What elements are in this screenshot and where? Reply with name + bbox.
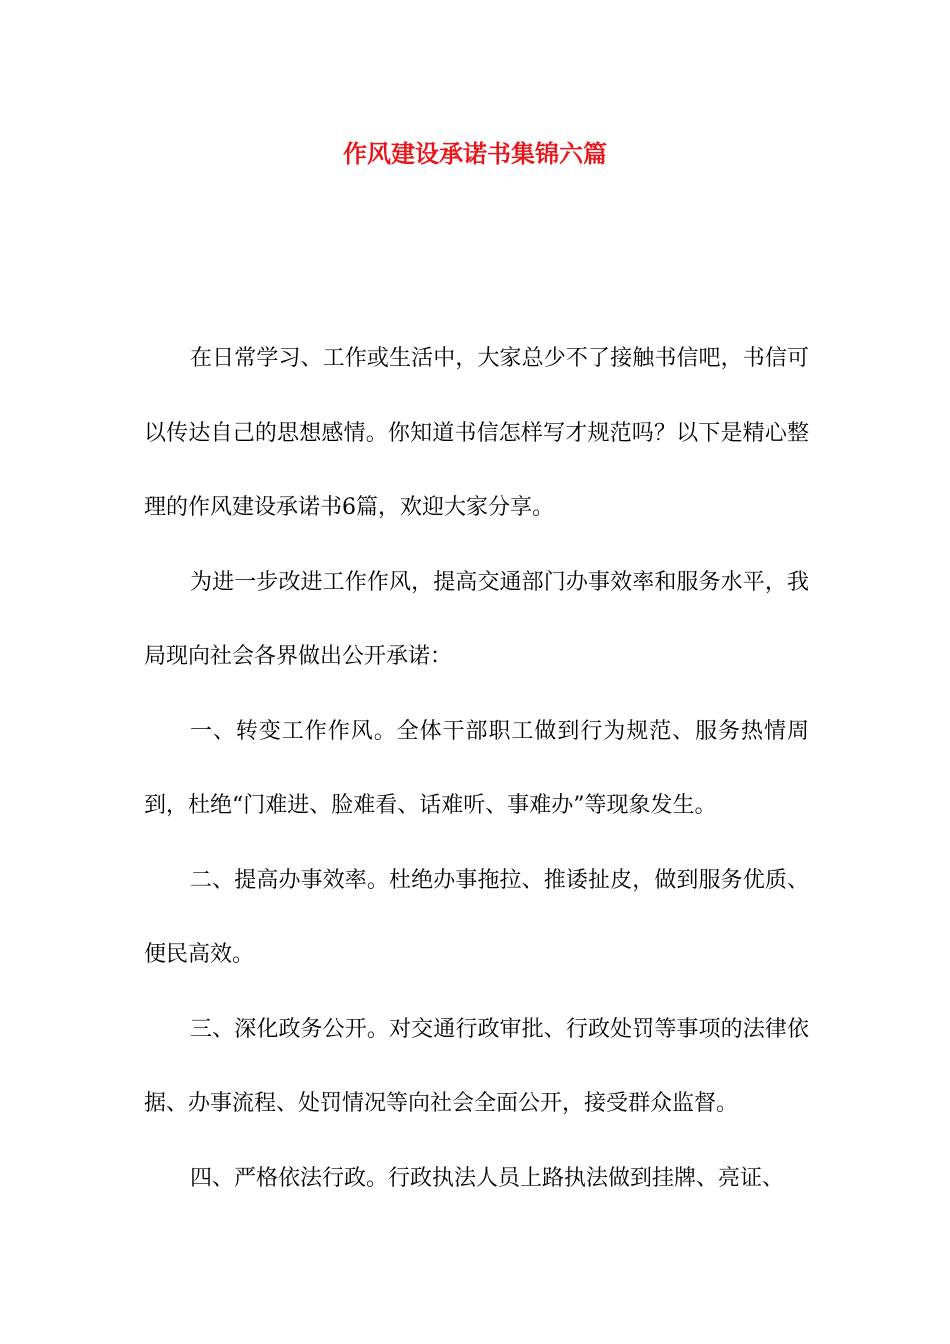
paragraph-preamble: 为进一步改进工作作风，提高交通部门办事效率和服务水平，我局现向社会各界做出公开承诺： <box>144 569 809 669</box>
document-title: 作风建设承诺书集锦六篇 <box>343 139 607 168</box>
paragraph-item-1: 一、转变工作作风。全体干部职工做到行为规范、服务热情周到，杜绝“门难进、脸难看、话难听、事难办”等现象发生。 <box>144 718 809 818</box>
paragraph-item-3: 三、深化政务公开。对交通行政审批、行政处罚等事项的法律依据、办事流程、处罚情况等向社会全面公开，接受群众监督。 <box>144 1016 809 1116</box>
paragraph-intro: 在日常学习、工作或生活中，大家总少不了接触书信吧，书信可以传达自己的思想感情。你知道书信怎样写才规范吗？以下是精心整理的作风建设承诺书6篇，欢迎大家分享。 <box>144 346 809 520</box>
paragraph-item-4: 四、严格依法行政。行政执法人员上路执法做到挂牌、亮证、 <box>190 1165 785 1191</box>
paragraph-item-2: 二、提高办事效率。杜绝办事拖拉、推诿扯皮，做到服务优质、便民高效。 <box>144 867 809 967</box>
document-body <box>144 322 809 1216</box>
